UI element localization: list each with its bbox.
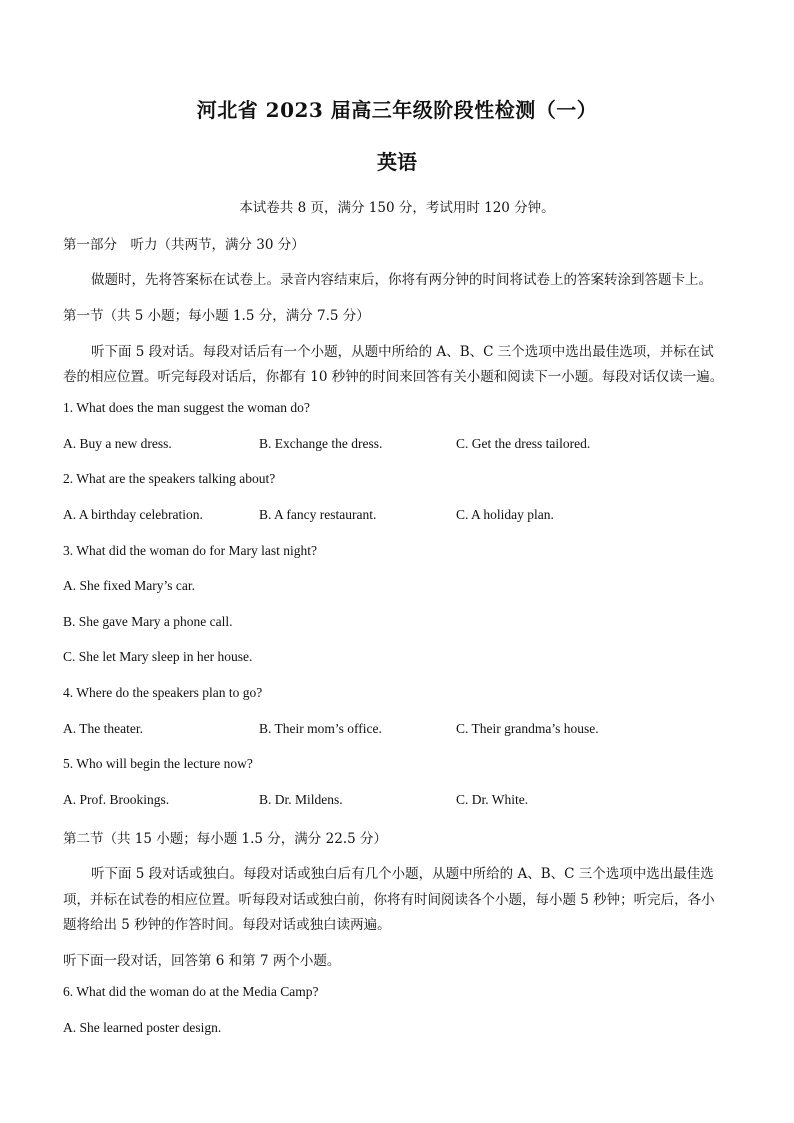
question-1-option-b: B. Exchange the dress. <box>259 436 383 451</box>
question-3-stem: 3. What did the woman do for Mary last night? <box>63 543 317 558</box>
question-5-stem: 5. Who will begin the lecture now? <box>63 756 253 771</box>
part1-instruction: 做题时，先将答案标在试卷上。录音内容结束后，你将有两分钟的时间将试卷上的答案转涂到答题卡上。 <box>91 272 712 288</box>
section2-instruction-line3: 题将给出 5 秒钟的作答时间。每段对话或独白读两遍。 <box>63 917 391 933</box>
exam-title: 河北省 2023 届高三年级阶段性检测（一） <box>196 98 598 122</box>
question-4-option-c: C. Their grandma’s house. <box>456 721 599 736</box>
question-3-option-a: A. She fixed Mary’s car. <box>63 578 195 593</box>
section2-heading: 第二节（共 15 小题；每小题 1.5 分，满分 22.5 分） <box>63 831 387 847</box>
part1-heading: 第一部分 听力（共两节，满分 30 分） <box>63 237 305 253</box>
question-4-option-b: B. Their mom’s office. <box>259 721 382 736</box>
question-4-stem: 4. Where do the speakers plan to go? <box>63 685 263 700</box>
question-2-option-c: C. A holiday plan. <box>456 507 554 522</box>
question-6-stem: 6. What did the woman do at the Media Camp? <box>63 984 319 999</box>
section2-instruction-line1: 听下面 5 段对话或独白。每段对话或独白后有几个小题，从题中所给的 A、B、C 三个选项中选出最佳选 <box>91 866 714 882</box>
question-3-option-b: B. She gave Mary a phone call. <box>63 614 233 629</box>
dialogue-intro: 听下面一段对话，回答第 6 和第 7 两个小题。 <box>63 953 341 969</box>
question-1-option-a: A. Buy a new dress. <box>63 436 172 451</box>
question-1-stem: 1. What does the man suggest the woman do? <box>63 400 310 415</box>
subject-title: 英语 <box>377 150 417 174</box>
question-2-option-b: B. A fancy restaurant. <box>259 507 377 522</box>
question-5-option-a: A. Prof. Brookings. <box>63 792 170 807</box>
question-5-option-c: C. Dr. White. <box>456 792 529 807</box>
question-6-option-a: A. She learned poster design. <box>63 1020 222 1035</box>
question-2-option-a: A. A birthday celebration. <box>63 507 203 522</box>
section1-heading: 第一节（共 5 小题；每小题 1.5 分，满分 7.5 分） <box>63 308 370 324</box>
exam-intro: 本试卷共 8 页，满分 150 分，考试用时 120 分钟。 <box>239 200 555 216</box>
section1-instruction-line1: 听下面 5 段对话。每段对话后有一个小题，从题中所给的 A、B、C 三个选项中选出最佳选项，并标在试 <box>91 344 714 360</box>
question-1-option-c: C. Get the dress tailored. <box>456 436 591 451</box>
question-5-option-b: B. Dr. Mildens. <box>259 792 343 807</box>
question-4-option-a: A. The theater. <box>63 721 143 736</box>
section1-instruction-line2: 卷的相应位置。听完每段对话后，你都有 10 秒钟的时间来回答有关小题和阅读下一小题。每段对话仅读一遍。 <box>63 369 724 385</box>
section2-instruction-line2: 项，并标在试卷的相应位置。听每段对话或独白前，你将有时间阅读各个小题，每小题 5 秒钟；听完后，各小 <box>63 892 715 908</box>
question-2-stem: 2. What are the speakers talking about? <box>63 471 276 486</box>
question-3-option-c: C. She let Mary sleep in her house. <box>63 649 253 664</box>
